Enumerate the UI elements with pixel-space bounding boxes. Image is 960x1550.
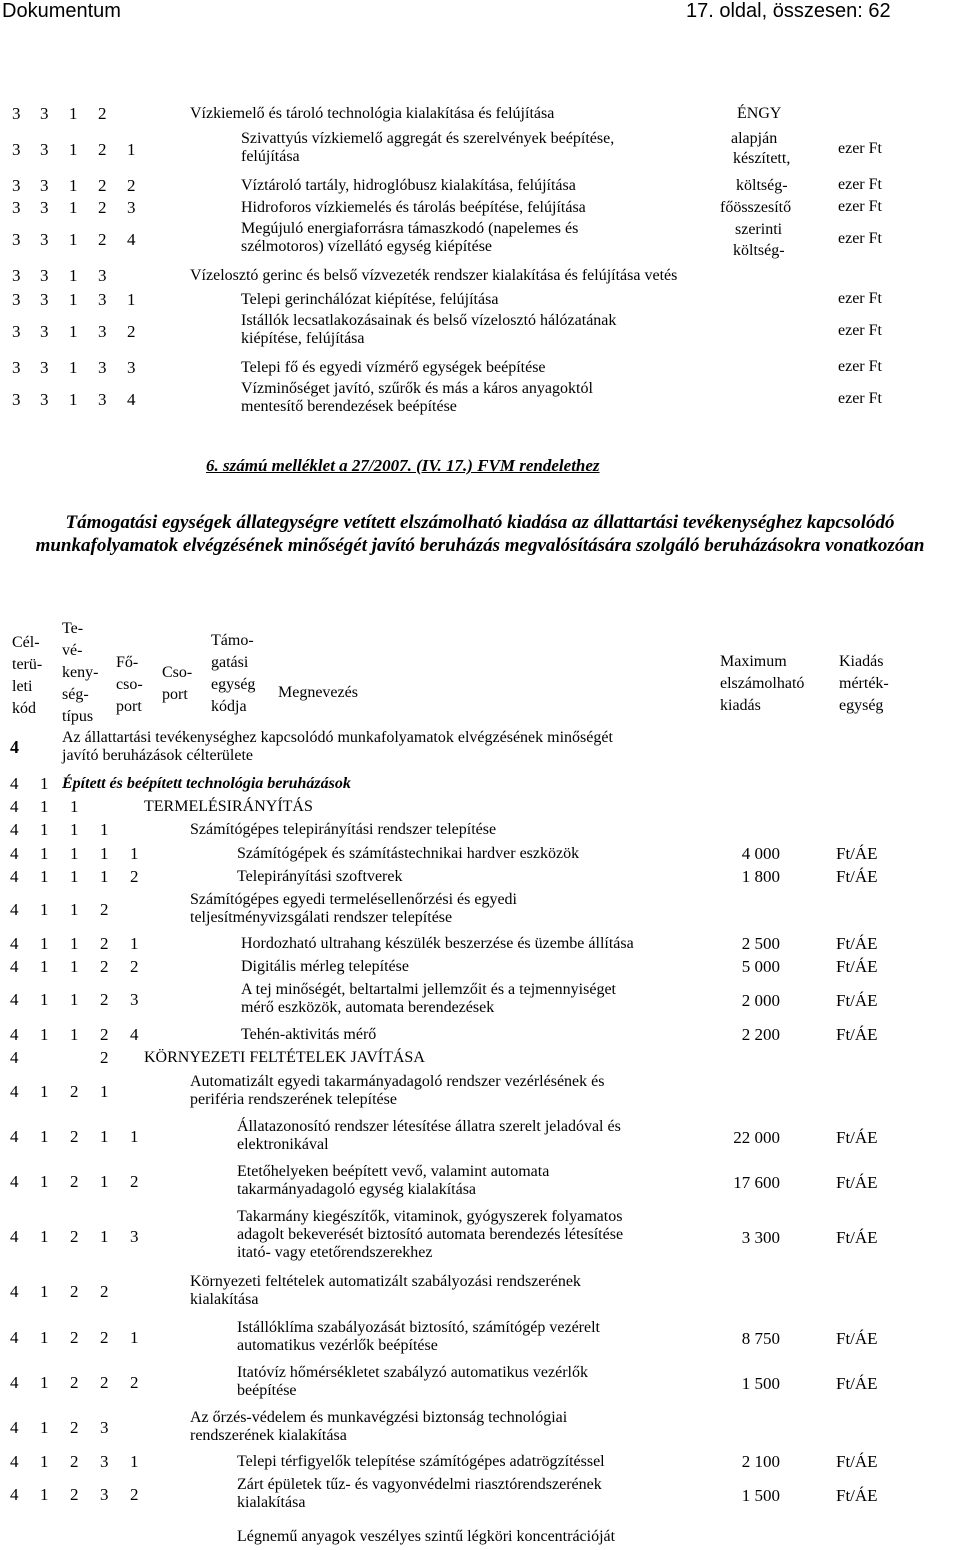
code-cell: 2 [98,176,107,195]
code-cell: 2 [100,1048,109,1067]
col-header-megnevezes: Megnevezés [278,684,358,701]
code-cell: 2 [70,1452,79,1471]
row-description: Hordozható ultrahang készülék beszerzése és üzembe állítása [241,935,634,952]
expense-unit: Ft/ÁE [836,1173,878,1192]
row-description: Szivattyús vízkiemelő aggregát és szerelvények beépítése, felújítása [241,130,615,165]
row-description: Telepi térfigyelők telepítése számítógépes adatrögzítéssel [237,1453,605,1470]
unit-cell: ezer Ft [838,198,882,215]
row-description: Légnemű anyagok veszélyes szintű légköri koncentrációját [237,1528,616,1545]
row-description: Zárt épületek tűz- és vagyonvédelmi riasztórendszerének kialakítása [237,1476,602,1511]
code-cell: 3 [40,290,49,309]
code-cell: 2 [98,140,107,159]
code-cell: 1 [127,290,136,309]
code-cell: 1 [40,1127,49,1146]
code-cell: 3 [12,358,21,377]
code-cell: 1 [40,1082,49,1101]
code-cell: 2 [100,1282,109,1301]
row-description: Az őrzés-védelem és munkavégzési biztonság technológiai rendszerének kialakítása [190,1409,568,1444]
row-description: Tehén-aktivitás mérő [241,1026,377,1043]
col-header-celteruleti-kod: Cél- terü- leti kód [12,634,43,717]
row-description: Etetőhelyeken beépített vevő, valamint automata takarmányadagoló egység kialakítása [237,1163,550,1198]
code-cell: 4 [10,1282,19,1301]
expense-unit: Ft/ÁE [836,1228,878,1247]
row-description: KÖRNYEZETI FELTÉTELEK JAVÍTÁSA [144,1049,425,1066]
col-header-focsoport: Fő- cso- port [116,654,143,715]
code-cell: 1 [40,1025,49,1044]
code-cell: 3 [40,266,49,285]
code-cell: 4 [10,934,19,953]
row-description: Megújuló energiaforrásra támaszkodó (napelemes és szélmotoros) vízellátó egység kiépítése [241,220,579,255]
code-cell: 1 [69,358,78,377]
row-description: Víztároló tartály, hidroglóbusz kialakítása, felújítása [241,177,576,194]
row-description: Itatóvíz hőmérsékletet szabályzó automatikus vezérlők beépítése [237,1364,588,1399]
code-cell: 1 [40,900,49,919]
code-cell: 1 [40,934,49,953]
code-cell: 1 [40,957,49,976]
code-cell: 2 [130,1373,139,1392]
code-cell: 1 [40,774,49,793]
code-cell: 2 [98,198,107,217]
expense-unit: Ft/ÁE [836,991,878,1010]
code-cell: 3 [130,990,139,1009]
code-cell: 2 [130,867,139,886]
code-cell: 3 [98,322,107,341]
unit-cell: ezer Ft [838,176,882,193]
row-description: Az állattartási tevékenységhez kapcsolódó munkafolyamatok elvégzésének minőségét javító beruházások célterülete [62,729,613,764]
row-description: Számítógépes egyedi termelésellenőrzési és egyedi teljesítményvizsgálati rendszer telepítése [190,891,517,926]
code-cell: 1 [127,140,136,159]
max-expense-value: 2 100 [741,1452,780,1471]
code-cell: 1 [40,1328,49,1347]
code-cell: 1 [40,1227,49,1246]
row-description: Számítógépes telepirányítási rendszer telepítése [190,821,497,838]
row-description: A tej minőségét, beltartalmi jellemzőit és a tejmennyiséget mérő eszközök, automata berendezések [241,981,616,1016]
document-label: Dokumentum [2,0,121,22]
code-cell: 4 [127,390,136,409]
code-cell: 2 [70,1485,79,1504]
max-expense-value: 2 200 [741,1025,780,1044]
code-cell: 2 [70,1418,79,1437]
code-cell: 3 [100,1485,109,1504]
row-description: Épített és beépített technológia beruházások [62,775,351,792]
code-cell: 3 [40,322,49,341]
code-cell: 2 [100,900,109,919]
code-cell: 3 [100,1452,109,1471]
code-cell: 1 [70,957,79,976]
code-cell: 4 [10,1127,19,1146]
code-cell: 1 [70,797,79,816]
max-expense-value: 1 800 [741,867,780,886]
expense-unit: Ft/ÁE [836,957,878,976]
code-cell: 1 [100,1172,109,1191]
row-description: Vízminőséget javító, szűrők és más a káros anyagoktól mentesítő berendezések beépítése [241,380,593,415]
code-cell: 3 [40,176,49,195]
expense-unit: Ft/ÁE [836,1374,878,1393]
code-cell: 3 [127,198,136,217]
code-cell: 1 [69,322,78,341]
unit-cell: ezer Ft [838,140,882,157]
row-description: Istállóklíma szabályozását biztosító, számítógép vezérelt automatikus vezérlők beépítése [237,1319,600,1354]
max-expense-value: 1 500 [741,1374,780,1393]
code-cell: 3 [12,390,21,409]
code-cell: 1 [40,867,49,886]
code-cell: 2 [98,230,107,249]
code-cell: 2 [100,990,109,1009]
side-note-line: főösszesítő [720,199,792,216]
side-note-line: ÉNGY [737,105,782,122]
code-cell: 4 [10,1485,19,1504]
code-cell: 1 [100,1127,109,1146]
code-cell: 3 [12,266,21,285]
code-cell: 1 [69,104,78,123]
code-cell: 1 [70,990,79,1009]
expense-unit: Ft/ÁE [836,1329,878,1348]
code-cell: 3 [12,198,21,217]
row-description: Telepi gerinchálózat kiépítése, felújítása [241,291,499,308]
code-cell: 1 [70,900,79,919]
col-header-csoport: Cso- port [162,664,193,703]
col-header-tamogatasi-kod: Támo- gatási egység kódja [211,632,256,715]
row-description: Számítógépek és számítástechnikai hardver eszközök [237,845,580,862]
side-note-line: költség- [733,242,785,259]
code-cell: 3 [98,390,107,409]
row-description: TERMELÉSIRÁNYÍTÁS [144,798,313,815]
max-expense-value: 22 000 [733,1128,780,1147]
code-cell: 1 [69,266,78,285]
code-cell: 3 [12,322,21,341]
code-cell: 1 [130,1127,139,1146]
annex-subtitle: Támogatási egységek állategységre vetített elszámolható kiadása az állattartási tevékenységhez kapcsolódó munkafolyamatok elvégzésének minőségét javító beruházás megvalósítására szolgáló beruházásokra vonatkozóan [35,512,925,556]
code-cell: 1 [40,797,49,816]
code-cell: 1 [69,290,78,309]
code-cell: 3 [12,290,21,309]
row-description: Digitális mérleg telepítése [241,958,409,975]
row-description: Hidroforos vízkiemelés és tárolás beépítése, felújítása [241,199,586,216]
code-cell: 1 [70,867,79,886]
expense-unit: Ft/ÁE [836,934,878,953]
row-description: Vízkiemelő és tároló technológia kialakítása és felújítása [190,105,555,122]
code-cell: 3 [40,140,49,159]
row-description: Telepirányítási szoftverek [237,868,403,885]
code-cell: 4 [130,1025,139,1044]
row-description: Automatizált egyedi takarmányadagoló rendszer vezérlésének és periféria rendszerének telepítése [190,1073,605,1108]
code-cell: 1 [100,820,109,839]
annex-title: 6. számú melléklet a 27/2007. (IV. 17.) FVM rendelethez [206,456,600,475]
code-cell: 4 [10,957,19,976]
code-cell: 1 [40,1282,49,1301]
code-cell: 3 [100,1418,109,1437]
code-cell: 2 [70,1172,79,1191]
code-cell: 1 [130,934,139,953]
code-cell: 4 [10,737,19,757]
code-cell: 1 [40,1418,49,1437]
expense-unit: Ft/ÁE [836,1025,878,1044]
code-cell: 1 [70,844,79,863]
code-cell: 2 [70,1227,79,1246]
code-cell: 2 [70,1082,79,1101]
max-expense-value: 2 000 [741,991,780,1010]
code-cell: 1 [130,1328,139,1347]
page-indicator: 17. oldal, összesen: 62 [686,0,891,22]
max-expense-value: 17 600 [733,1173,780,1192]
code-cell: 3 [40,230,49,249]
expense-unit: Ft/ÁE [836,1128,878,1147]
code-cell: 1 [70,934,79,953]
code-cell: 2 [130,1172,139,1191]
code-cell: 1 [69,198,78,217]
unit-cell: ezer Ft [838,390,882,407]
code-cell: 1 [69,390,78,409]
code-cell: 1 [100,1082,109,1101]
code-cell: 4 [10,1452,19,1471]
code-cell: 2 [100,957,109,976]
code-cell: 4 [10,1025,19,1044]
unit-cell: ezer Ft [838,322,882,339]
code-cell: 2 [100,934,109,953]
col-header-tevekenyseg-tipus: Te- vé- keny- ség- típus [62,620,99,725]
col-header-kiadas-mertekegyseg: Kiadás mérték- egység [839,653,889,714]
code-cell: 1 [40,1172,49,1191]
code-cell: 4 [10,1048,19,1067]
code-cell: 3 [12,176,21,195]
code-cell: 4 [10,844,19,863]
code-cell: 3 [40,390,49,409]
code-cell: 4 [10,1328,19,1347]
code-cell: 1 [40,1373,49,1392]
side-note-line: készített, [733,150,791,167]
code-cell: 3 [12,230,21,249]
code-cell: 2 [98,104,107,123]
code-cell: 3 [12,140,21,159]
code-cell: 1 [69,140,78,159]
code-cell: 2 [127,176,136,195]
code-cell: 4 [10,900,19,919]
code-cell: 3 [40,358,49,377]
code-cell: 4 [10,1373,19,1392]
code-cell: 3 [98,266,107,285]
max-expense-value: 8 750 [741,1329,780,1348]
code-cell: 4 [127,230,136,249]
code-cell: 3 [130,1227,139,1246]
row-description: Telepi fő és egyedi vízmérő egységek beépítése [241,359,546,376]
max-expense-value: 1 500 [741,1486,780,1505]
code-cell: 1 [40,1452,49,1471]
expense-unit: Ft/ÁE [836,867,878,886]
code-cell: 4 [10,820,19,839]
code-cell: 3 [40,104,49,123]
code-cell: 4 [10,1418,19,1437]
code-cell: 3 [40,198,49,217]
code-cell: 4 [10,797,19,816]
code-cell: 1 [130,844,139,863]
code-cell: 2 [130,957,139,976]
col-header-maximum: Maximum elszámolható kiadás [720,653,805,714]
row-description: Vízelosztó gerinc és belső vízvezeték rendszer kialakítása és felújítása vetés [190,267,678,284]
code-cell: 1 [100,844,109,863]
expense-unit: Ft/ÁE [836,1486,878,1505]
code-cell: 2 [70,1282,79,1301]
code-cell: 2 [130,1485,139,1504]
max-expense-value: 4 000 [741,844,780,863]
unit-cell: ezer Ft [838,358,882,375]
side-note-line: költség- [736,177,788,194]
code-cell: 1 [40,990,49,1009]
row-description: Környezeti feltételek automatizált szabályozási rendszerének kialakítása [190,1273,581,1308]
code-cell: 4 [10,1082,19,1101]
code-cell: 3 [12,104,21,123]
code-cell: 3 [98,290,107,309]
code-cell: 2 [100,1328,109,1347]
code-cell: 1 [40,820,49,839]
side-note-line: szerinti [735,221,783,238]
row-description: Istállók lecsatlakozásainak és belső vízelosztó hálózatának kiépítése, felújítása [241,312,617,347]
code-cell: 1 [69,230,78,249]
max-expense-value: 5 000 [741,957,780,976]
code-cell: 1 [100,1227,109,1246]
code-cell: 1 [40,1485,49,1504]
code-cell: 4 [10,867,19,886]
code-cell: 2 [100,1025,109,1044]
code-cell: 2 [127,322,136,341]
code-cell: 3 [127,358,136,377]
max-expense-value: 3 300 [741,1228,780,1247]
unit-cell: ezer Ft [838,290,882,307]
code-cell: 1 [69,176,78,195]
expense-unit: Ft/ÁE [836,1452,878,1471]
code-cell: 4 [10,1227,19,1246]
code-cell: 2 [100,1373,109,1392]
code-cell: 4 [10,990,19,1009]
code-cell: 2 [70,1373,79,1392]
code-cell: 1 [70,1025,79,1044]
expense-unit: Ft/ÁE [836,844,878,863]
row-description: Takarmány kiegészítők, vitaminok, gyógyszerek folyamatos adagolt bekeverését biztosító automata berendezés létesítése itató- vagy etetőrendszerekhez [237,1208,624,1261]
row-description: Állatazonosító rendszer létesítése állatra szerelt jeladóval és elektronikával [237,1118,621,1153]
max-expense-value: 2 500 [741,934,780,953]
code-cell: 1 [40,844,49,863]
code-cell: 4 [10,774,19,793]
code-cell: 1 [130,1452,139,1471]
code-cell: 3 [98,358,107,377]
code-cell: 2 [70,1328,79,1347]
code-cell: 2 [70,1127,79,1146]
code-cell: 1 [70,820,79,839]
code-cell: 1 [100,867,109,886]
side-note-line: alapján [731,130,778,147]
code-cell: 4 [10,1172,19,1191]
unit-cell: ezer Ft [838,230,882,247]
